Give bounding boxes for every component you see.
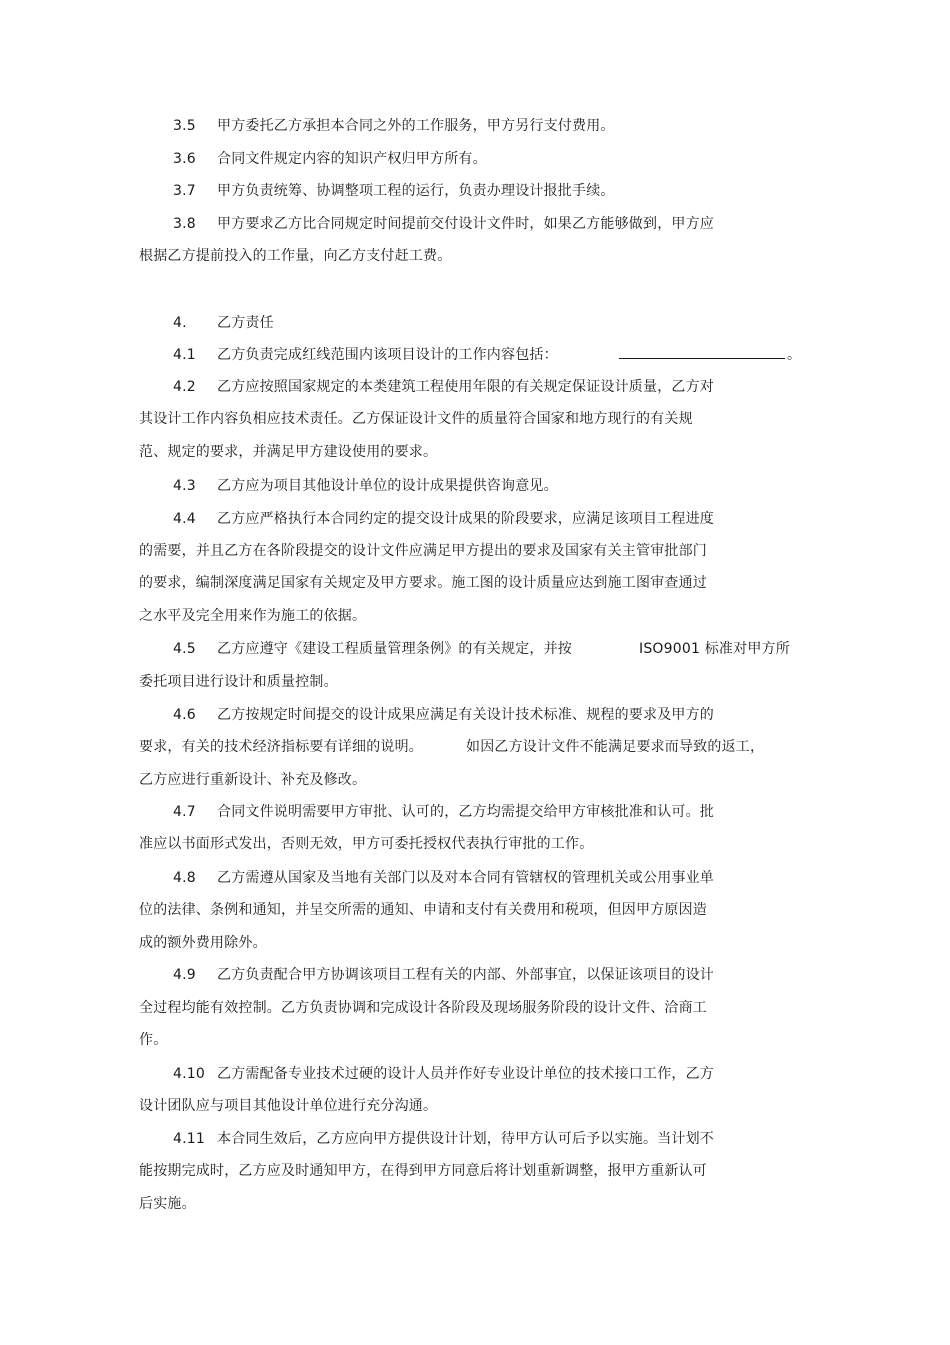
clause-4-7 (173, 803, 714, 821)
section-number: 4. (173, 315, 187, 331)
clause-4-11 (173, 1130, 714, 1148)
clause-text: 乙方需遵从国家及当地有关部门以及对本合同有管辖权的管理机关或公用事业单 (217, 870, 714, 886)
clause-number: 4.1 (173, 347, 196, 363)
clause-number: 4.7 (173, 804, 196, 820)
clause-4-11-continuation: 能按期完成时，乙方应及时通知甲方，在得到甲方同意后将计划重新调整，报甲方重新认可 (139, 1163, 707, 1179)
clause-text: 甲方负责统筹、协调整项工程的运行，负责办理设计报批手续。 (217, 183, 615, 199)
clause-4-2-continuation: 范、规定的要求，并满足甲方建设使用的要求。 (139, 444, 438, 460)
clause-text: 乙方按规定时间提交的设计成果应满足有关设计技术标准、规程的要求及甲方的 (217, 707, 714, 723)
clause-3-7 (173, 182, 615, 200)
clause-4-11-continuation: 后实施。 (139, 1196, 196, 1212)
clause-text: 本合同生效后，乙方应向甲方提供设计计划，待甲方认可后予以实施。当计划不 (217, 1131, 714, 1147)
section-4-heading (173, 314, 274, 332)
clause-4-4-continuation: 的需要，并且乙方在各阶段提交的设计文件应满足甲方提出的要求及国家有关主管审批部门 (139, 543, 707, 559)
clause-number: 4.9 (173, 967, 196, 983)
clause-4-6 (173, 706, 714, 724)
clause-number: 4.11 (173, 1131, 205, 1147)
clause-number: 4.6 (173, 707, 196, 723)
clause-4-2 (173, 378, 714, 396)
clause-4-5 (173, 640, 572, 658)
clause-4-4 (173, 510, 714, 528)
clause-text: 乙方应按照国家规定的本类建筑工程使用年限的有关规定保证设计质量，乙方对 (217, 379, 714, 395)
clause-4-3 (173, 477, 558, 495)
clause-number: 3.5 (173, 118, 196, 134)
fill-in-blank (619, 346, 801, 364)
clause-3-8 (173, 215, 714, 233)
clause-4-8-continuation: 位的法律、条例和通知，并呈交所需的通知、申请和支付有关费用和税项，但因甲方原因造 (139, 902, 707, 918)
clause-text: 乙方应严格执行本合同约定的提交设计成果的阶段要求，应满足该项目工程进度 (217, 511, 714, 527)
clause-4-5-standard: ISO9001 标准对甲方所 (639, 641, 790, 657)
clause-4-4-continuation: 的要求，编制深度满足国家有关规定及甲方要求。施工图的设计质量应达到施工图审查通过 (139, 575, 707, 591)
clause-4-10-continuation: 设计团队应与项目其他设计单位进行充分沟通。 (139, 1098, 438, 1114)
blank-underline (619, 346, 785, 359)
clause-4-6-continuation: 要求，有关的技术经济指标要有详细的说明。 (139, 739, 423, 755)
clause-number: 3.8 (173, 216, 196, 232)
clause-4-9 (173, 966, 714, 984)
clause-text: 乙方应为项目其他设计单位的设计成果提供咨询意见。 (217, 478, 558, 494)
clause-4-2-continuation: 其设计工作内容负相应技术责任。乙方保证设计文件的质量符合国家和地方现行的有关规 (139, 411, 693, 427)
clause-text: 合同文件说明需要甲方审批、认可的，乙方均需提交给甲方审核批准和认可。批 (217, 804, 714, 820)
clause-end-mark: 。 (787, 347, 802, 363)
clause-3-6 (173, 150, 487, 168)
clause-number: 4.5 (173, 641, 196, 657)
clause-number: 4.10 (173, 1066, 205, 1082)
clause-3-5 (173, 117, 615, 135)
clause-text: 乙方负责配合甲方协调该项目工程有关的内部、外部事宜，以保证该项目的设计 (217, 967, 714, 983)
clause-number: 3.7 (173, 183, 196, 199)
clause-number: 4.4 (173, 511, 196, 527)
section-title: 乙方责任 (217, 315, 274, 331)
clause-4-1 (173, 346, 558, 364)
clause-4-10 (173, 1065, 714, 1083)
clause-text: 乙方应遵守《建设工程质量管理条例》的有关规定，并按 (217, 641, 572, 657)
clause-4-4-continuation: 之水平及完全用来作为施工的依据。 (139, 608, 367, 624)
clause-4-7-continuation: 准应以书面形式发出，否则无效，甲方可委托授权代表执行审批的工作。 (139, 836, 594, 852)
clause-number: 4.2 (173, 379, 196, 395)
clause-4-8-continuation: 成的额外费用除外。 (139, 935, 267, 951)
clause-text: 乙方负责完成红线范围内该项目设计的工作内容包括： (217, 347, 558, 363)
clause-4-9-continuation: 全过程均能有效控制。乙方负责协调和完成设计各阶段及现场服务阶段的设计文件、洽商工 (139, 1000, 707, 1016)
clause-text: 合同文件规定内容的知识产权归甲方所有。 (217, 151, 487, 167)
clause-4-5-continuation: 委托项目进行设计和质量控制。 (139, 674, 338, 690)
clause-text: 乙方需配备专业技术过硬的设计人员并作好专业设计单位的技术接口工作，乙方 (217, 1066, 714, 1082)
clause-number: 4.8 (173, 870, 196, 886)
clause-text: 甲方委托乙方承担本合同之外的工作服务，甲方另行支付费用。 (217, 118, 615, 134)
clause-4-8 (173, 869, 714, 887)
clause-4-6-continuation-b: 如因乙方设计文件不能满足要求而导致的返工， (466, 739, 765, 755)
clause-4-6-continuation: 乙方应进行重新设计、补充及修改。 (139, 772, 367, 788)
clause-text: 甲方要求乙方比合同规定时间提前交付设计文件时，如果乙方能够做到，甲方应 (217, 216, 714, 232)
clause-number: 3.6 (173, 151, 196, 167)
clause-3-8-continuation: 根据乙方提前投入的工作量，向乙方支付赶工费。 (139, 248, 452, 264)
clause-number: 4.3 (173, 478, 196, 494)
clause-4-9-continuation: 作。 (139, 1032, 168, 1048)
